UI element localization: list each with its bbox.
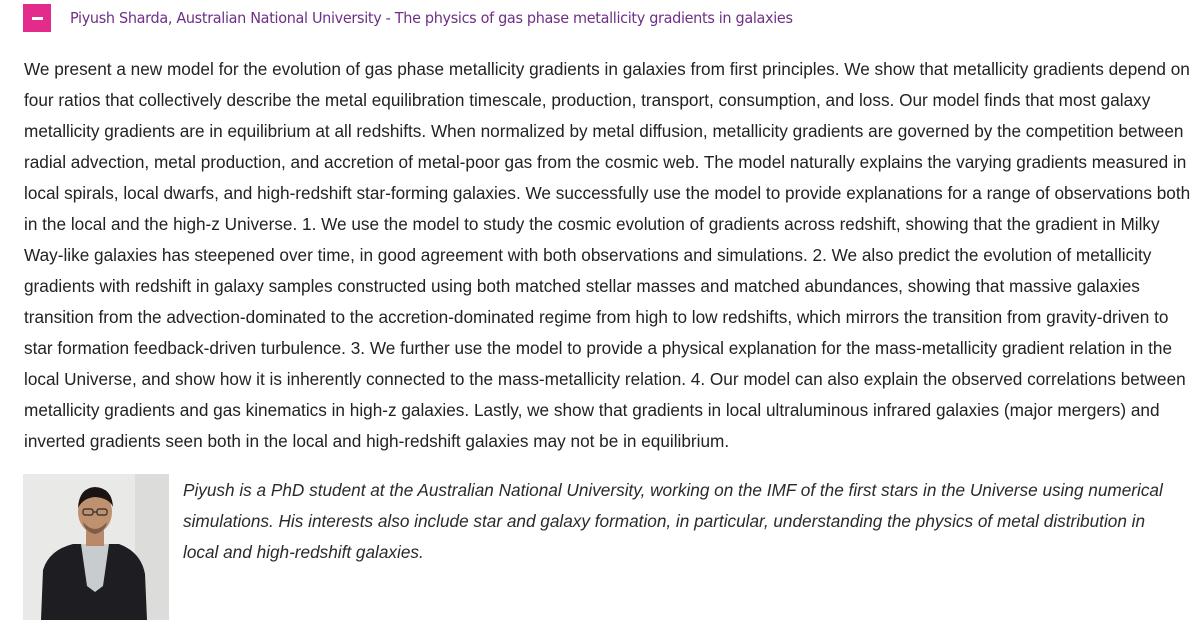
talk-header[interactable] xyxy=(23,4,831,32)
speaker-photo xyxy=(23,474,169,620)
minus-icon xyxy=(32,17,43,20)
abstract-text: We present a new model for the evolution of gas phase metallicity gradients in galaxies from first principles. We show that metallicity gradients depend on four ratios that collectively describe the metal equilibration timescale, production, transport, consumption, and loss. Our model finds that most galaxy metallicity gradients are in equilibrium at all redshifts. When normalized by metal diffusion, metallicity gradients are governed by the competition between radial advection, metal production, and accretion of metal-poor gas from the cosmic web. The model naturally explains the varying gradients measured in local spirals, local dwarfs, and high-redshift star-forming galaxies. We successfully use the model to provide explanations for a range of observations both in the local and the high-z Universe. 1. We use the model to study the cosmic evolution of gradients across redshift, showing that the gradient in Milky Way-like galaxies has steepened over time, in good agreement with both observations and simulations. 2. We also predict the evolution of metallicity gradients with redshift in galaxy samples constructed using both matched stellar masses and matched abundances, showing that massive galaxies transition from the advection-dominated to the accretion-dominated regime from high to low redshifts, which mirrors the transition from gravity-driven to star formation feedback-driven turbulence. 3. We further use the model to provide a physical explanation for the mass-metallicity gradient relation in the local Universe, and show how it is inherently connected to the mass-metallicity relation. 4. Our model can also explain the observed correlations between metallicity gradients and gas kinematics in high-z galaxies. Lastly, we show that gradients in local ultraluminous infrared galaxies (major mergers) and inverted gradients seen both in the local and high-redshift galaxies may not be in equilibrium. xyxy=(24,59,1191,451)
speaker-bio xyxy=(23,474,1193,624)
collapse-toggle-button[interactable] xyxy=(23,4,51,32)
talk-title[interactable]: Piyush Sharda, Australian National University - The physics of gas phase metallicity gradients in galaxies xyxy=(70,9,793,27)
bio-text: Piyush is a PhD student at the Australian National University, working on the IMF of the first stars in the Universe using numerical simulations. His interests also include star and galaxy formation, in particular, understanding the physics of metal distribution in local and high-redshift galaxies. xyxy=(183,480,1163,562)
